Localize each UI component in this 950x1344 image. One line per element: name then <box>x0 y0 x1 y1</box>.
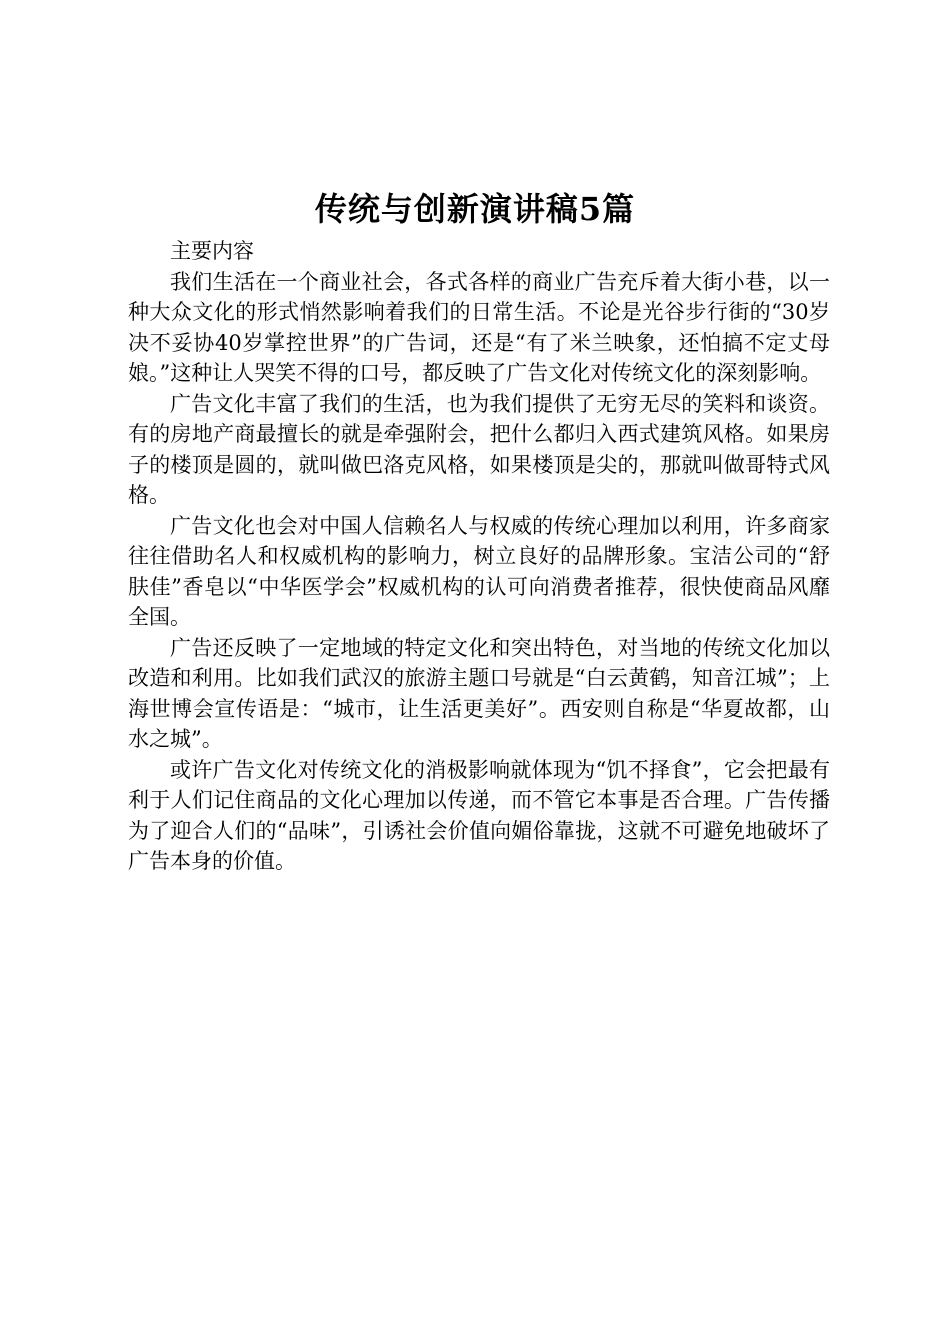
paragraph-4: 广告还反映了一定地域的特定文化和突出特色，对当地的传统文化加以改造和利用。比如我们武汉的旅游主题口号就是“白云黄鹤，知音江城”；上海世博会宣传语是：“城市，让生活更美好”。西安则自称是“华夏故都，山水之城”。 <box>128 635 830 751</box>
paragraph-1: 我们生活在一个商业社会，各式各样的商业广告充斥着大街小巷，以一种大众文化的形式悄然影响着我们的日常生活。不论是光谷步行街的“30岁决不妥协40岁掌控世界”的广告词，还是“有了米兰映象，还怕搞不定丈母娘。”这种让人哭笑不得的口号，都反映了广告文化对传统文化的深刻影响。 <box>128 269 830 385</box>
paragraph-5: 或许广告文化对传统文化的消极影响就体现为“饥不择食”，它会把最有利于人们记住商品的文化心理加以传递，而不管它本事是否合理。广告传播为了迎合人们的“品味”，引诱社会价值向媚俗靠拢，这就不可避免地破坏了广告本身的价值。 <box>128 757 830 873</box>
section-label: 主要内容 <box>170 239 254 263</box>
document-body <box>128 236 830 877</box>
paragraph-2: 广告文化丰富了我们的生活，也为我们提供了无穷无尽的笑料和谈资。有的房地产商最擅长的就是牵强附会，把什么都归入西式建筑风格。如果房子的楼顶是圆的，就叫做巴洛克风格，如果楼顶是尖的，那就叫做哥特式风格。 <box>128 391 830 507</box>
paragraph-3: 广告文化也会对中国人信赖名人与权威的传统心理加以利用，许多商家往往借助名人和权威机构的影响力，树立良好的品牌形象。宝洁公司的“舒肤佳”香皂以“中华医学会”权威机构的认可向消费者推荐，很快使商品风靡全国。 <box>128 513 830 629</box>
page-title: 传统与创新演讲稿5篇 <box>314 190 636 228</box>
